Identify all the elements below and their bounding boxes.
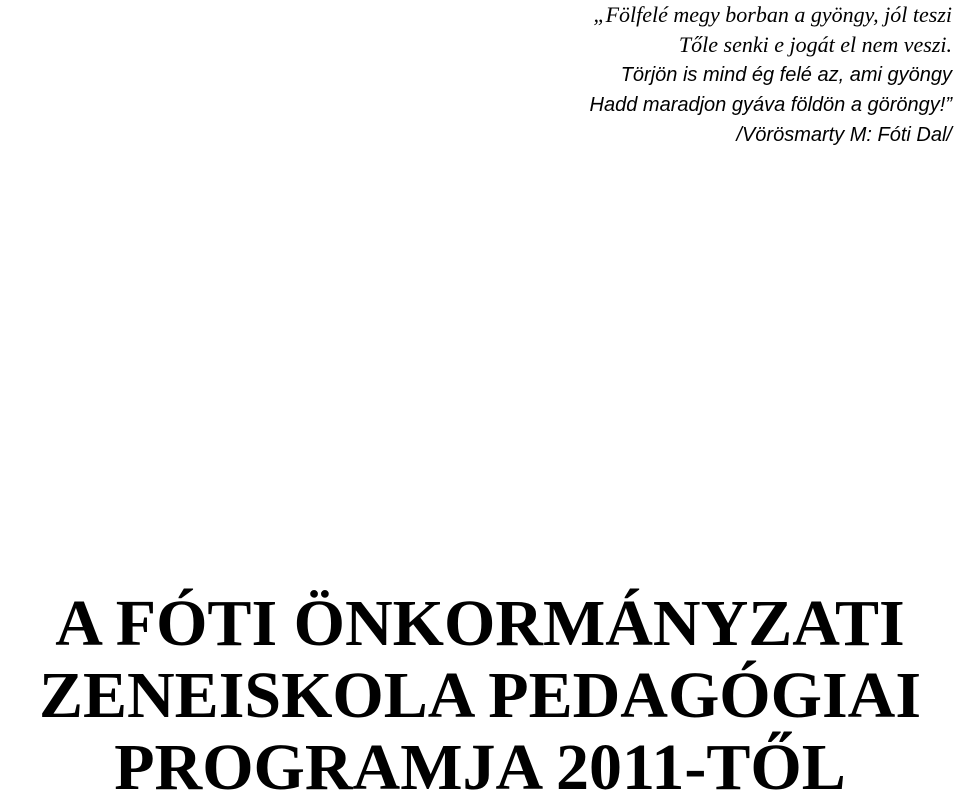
epigraph — [252, 0, 952, 150]
title-line-2: ZENEISKOLA PEDAGÓGIAI — [38, 659, 922, 732]
epigraph-attribution: /Vörösmarty M: Fóti Dal/ — [736, 124, 952, 146]
document-title — [0, 588, 960, 804]
title-line-3: PROGRAMJA 2011-TŐL — [114, 731, 846, 804]
epigraph-line-3: Törjön is mind ég felé az, ami gyöngy — [620, 64, 952, 86]
epigraph-line-4: Hadd maradjon gyáva földön a göröngy!” — [589, 94, 952, 116]
title-line-1: A FÓTI ÖNKORMÁNYZATI — [55, 587, 905, 660]
epigraph-line-1: „Fölfelé megy borban a gyöngy, jól teszi — [593, 2, 952, 27]
epigraph-line-2: Tőle senki e jogát el nem veszi. — [678, 32, 952, 57]
